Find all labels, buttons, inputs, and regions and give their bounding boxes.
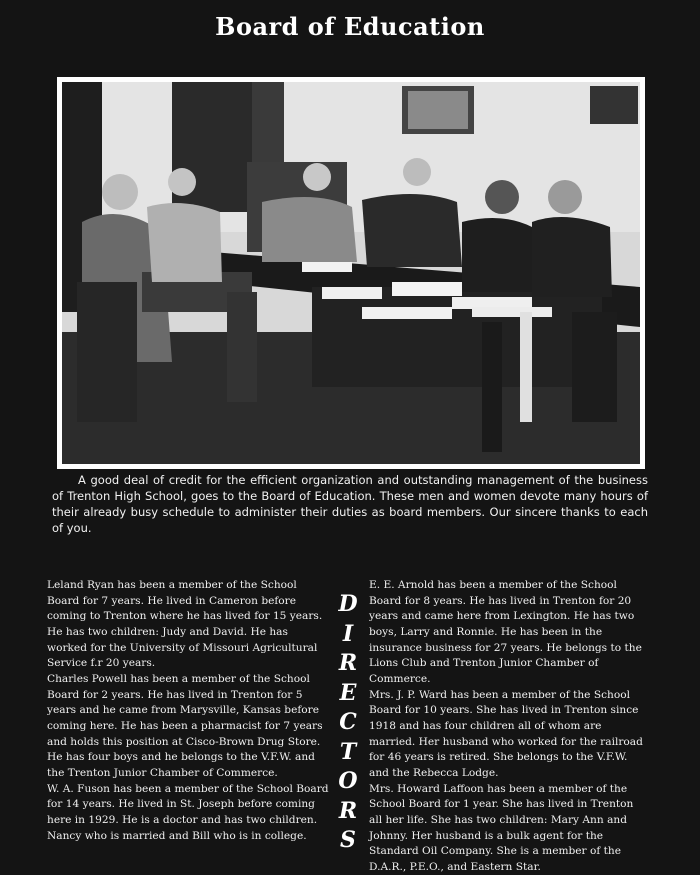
directors-letter: S <box>340 827 356 853</box>
right-column <box>369 578 647 875</box>
directors-letter: R <box>338 797 358 824</box>
directors-letter: I <box>342 620 354 647</box>
bio-paragraph: Charles Powell has been a member of the School Board for 2 years. He has lived in Trenton for 5 years and he came from Marysville, Kansas before coming here. He has been a pharmacist for 7 years and holds this position at Cisco-Brown Drug Store. He has four boys and he belongs to the V.F.W. and the Trenton Junior Chamber of Commerce. <box>47 672 323 779</box>
directors-heading <box>336 590 360 856</box>
group-photo-icon <box>62 82 640 464</box>
directors-letter: D <box>338 591 358 617</box>
bio-paragraph: W. A. Fuson has been a member of the School Board for 14 years. He lived in St. Joseph before coming here in 1929. He is a doctor and has two children. Nancy who is married and Bill who is in college. <box>47 782 329 842</box>
directors-letter: C <box>339 709 357 735</box>
left-column <box>47 578 329 844</box>
directors-letter: T <box>339 738 357 765</box>
bio-paragraph: E. E. Arnold has been a member of the School Board for 8 years. He has lived in Trenton for 20 years and came here from Lexington. He has two boys, Larry and Ronnie. He has been in the insurance business for 27 years. He belongs to the Lions Club and Trenton Junior Chamber of Commerce. <box>369 579 642 685</box>
photo-caption: A good deal of credit for the efficient organization and outstanding management of the business of Trenton High School, goes to the Board of Education. These men and women devote many hours of their already busy schedule to administer their duties as board members. Our sincere thanks to each of you. <box>52 473 648 535</box>
directors-letter: O <box>338 768 358 794</box>
bio-paragraph: Mrs. J. P. Ward has been a member of the School Board for 10 years. She has lived in Trenton since 1918 and has four children all of whom are married. Her husband who worked for the railroad for 46 years is retired. She belongs to the V.F.W. and the Rebecca Lodge. <box>369 688 643 779</box>
directors-letter: E <box>339 679 357 706</box>
bio-paragraph: Mrs. Howard Laffoon has been a member of the School Board for 1 year. She has lived in Trenton all her life. She has two children: Mary Ann and Johnny. Her husband is a bulk agent for the Standard Oil Company. She is a member of the D.A.R., P.E.O., and Eastern Star. <box>369 782 634 873</box>
page-title: Board of Education <box>215 12 485 41</box>
directors-letter: R <box>338 650 358 676</box>
bio-paragraph: Leland Ryan has been a member of the School Board for 7 years. He lived in Cameron before coming to Trenton where he has lived for 15 years. He has two children: Judy and David. He has worked for the University of Missouri Agricultural Service f.r 20 years. <box>47 579 323 670</box>
board-photo <box>57 77 645 469</box>
